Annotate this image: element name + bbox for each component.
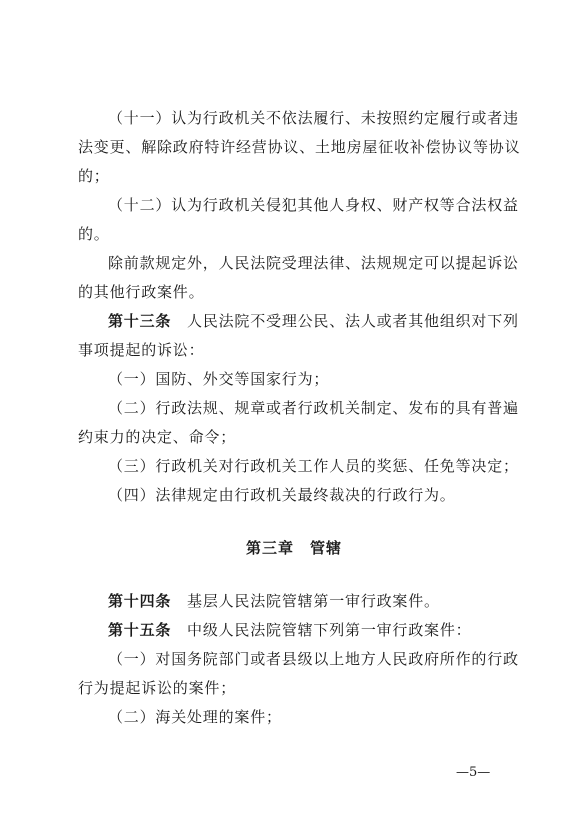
paragraph-line: 的。 [78,225,110,243]
article-13-heading: 第十三条 [108,312,172,330]
paragraph-line: 除前款规定外，人民法院受理法律、法规规定可以提起诉讼 [108,254,519,272]
paragraph-line: 事项提起的诉讼： [78,341,205,359]
article-15-text: 中级人民法院管辖下列第一审行政案件： [187,621,472,639]
article-14-heading: 第十四条 [108,592,172,610]
chapter-heading: 第三章 管辖 [245,539,342,557]
page-number: —5— [456,765,491,780]
paragraph-line: 法变更、解除政府特许经营协议、土地房屋征收补偿协议等协议 [78,138,521,156]
list-item: （一）对国务院部门或者县级以上地方人民政府所作的行政 [108,650,519,668]
article-14-text: 基层人民法院管辖第一审行政案件。 [187,592,440,610]
list-item: （二）海关处理的案件； [108,708,282,726]
paragraph-line: （十二）认为行政机关侵犯其他人身权、财产权等合法权益 [108,196,519,214]
paragraph-line: 的； [78,167,110,185]
paragraph-line: 行为提起诉讼的案件； [78,679,237,697]
article-13-text: 人民法院不受理公民、法人或者其他组织对下列 [187,312,519,330]
list-item: （一）国防、外交等国家行为； [108,370,330,388]
list-item: （三）行政机关对行政机关工作人员的奖惩、任免等决定； [108,457,519,475]
article-13-line [78,307,519,336]
paragraph-line: 约束力的决定、命令； [78,428,237,446]
list-item: （二）行政法规、规章或者行政机关制定、发布的具有普遍 [108,399,519,417]
list-item: （四）法律规定由行政机关最终裁决的行政行为。 [108,486,456,504]
article-14-line [78,587,510,616]
paragraph-line: （十一）认为行政机关不依法履行、未按照约定履行或者违 [108,109,519,127]
paragraph-line: 的其他行政案件。 [78,283,205,301]
article-15-heading: 第十五条 [108,621,172,639]
document-page [78,104,521,732]
article-15-line [78,616,510,645]
